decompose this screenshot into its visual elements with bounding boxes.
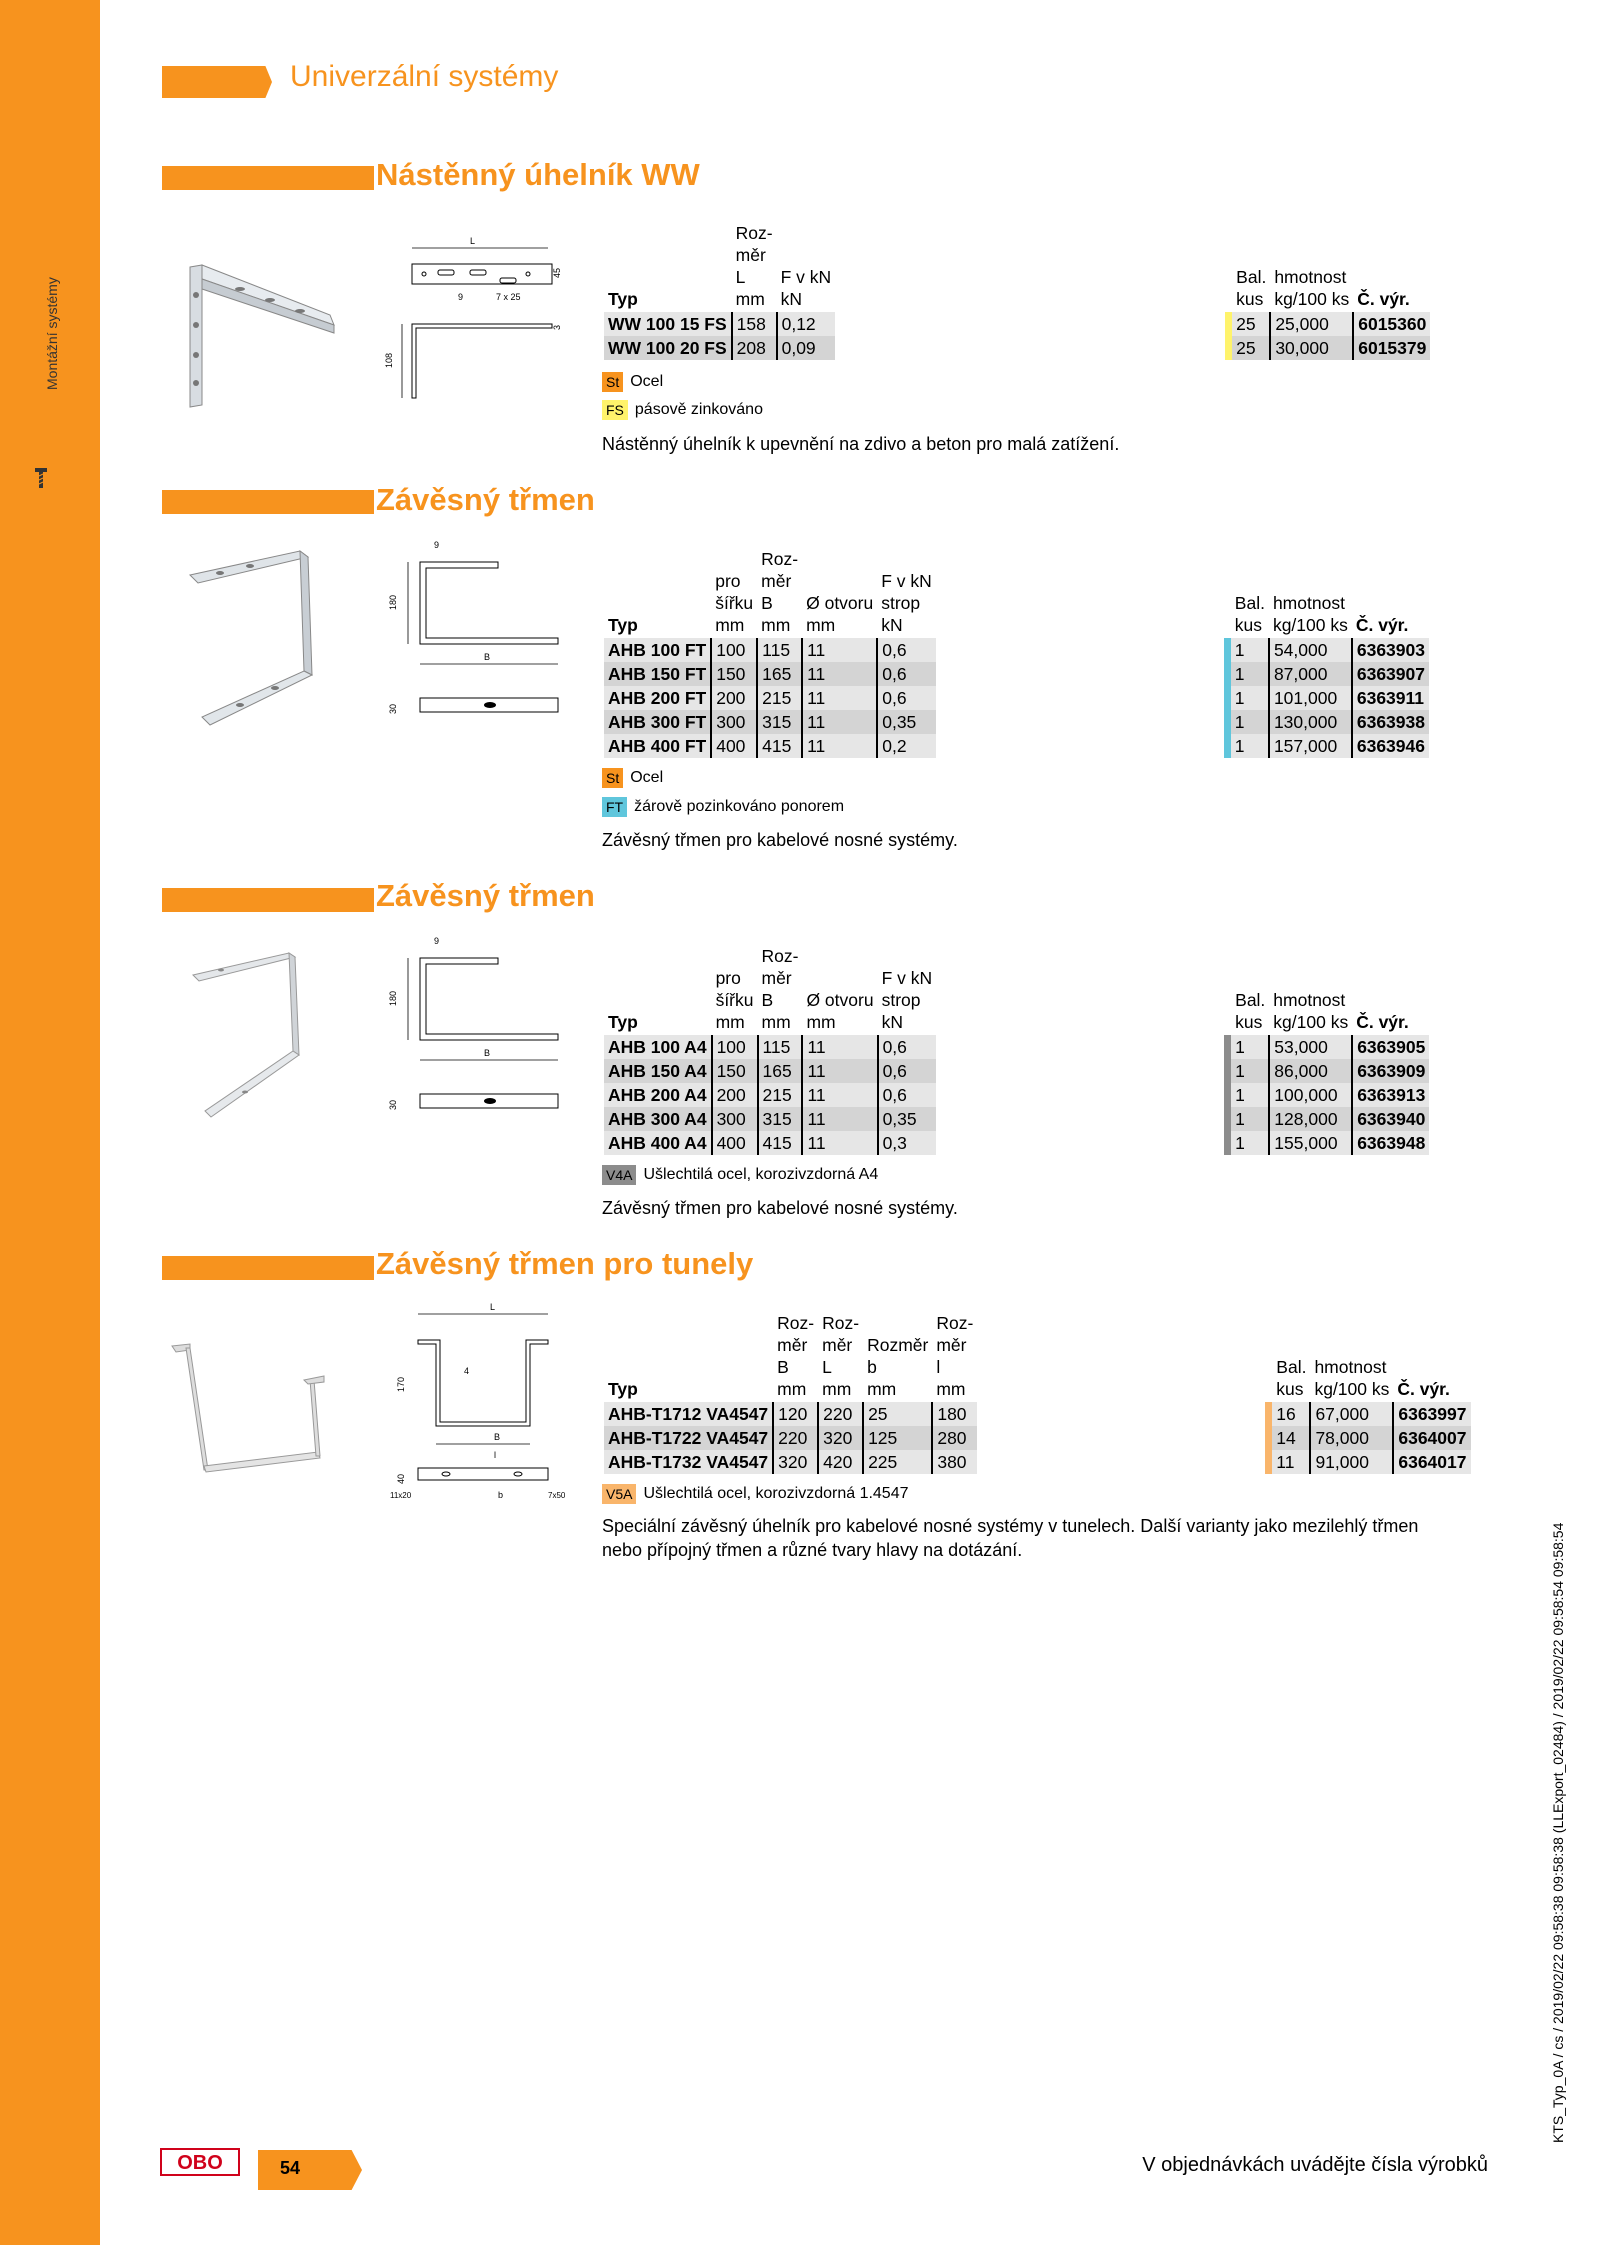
table-row: AHB-T1712 VA4547 120 220 25 180 16 67,000 6363997 [604,1402,1471,1426]
obo-logo [160,2148,240,2176]
table-row: AHB 200 A4 200 215 11 0,6 1 100,000 6363913 [604,1083,1429,1107]
dim-L: L [470,236,476,246]
table-row: AHB 150 FT 150 165 11 0,6 1 87,000 6363907 [604,662,1429,686]
hanger-drawing-ft [378,538,578,738]
section-title-ahb-ft: Závěsný třmen [376,482,595,517]
dim-170: 170 [396,1376,406,1392]
section-description: Speciální závěsný úhelník pro kabelové nosné systémy v tunelech. Další varianty jako mezilehlý třmen nebo přípojný třmen a různé tvary hlavy na dotázání. [602,1516,1419,1560]
dim-B: B [484,1048,491,1058]
section-description: Nástěnný úhelník k upevnění na zdivo a beton pro malá zatížení. [602,434,1120,454]
hanger-drawing-a4 [378,934,578,1134]
table-row: AHB 100 FT 100 115 11 0,6 1 54,000 6363903 [604,638,1429,662]
sidebar-label: Montážní systémy [44,277,60,390]
page-number: 54 [280,2158,301,2178]
section-title-ahb-t: Závěsný třmen pro tunely [376,1246,754,1281]
table-row: WW 100 20 FS 208 0,09 25 30,000 6015379 [604,336,1430,360]
dim-L: L [490,1302,496,1312]
page-title: Univerzální systémy [290,60,559,93]
page-number-bar [258,2150,362,2190]
table-row: AHB 100 A4 100 115 11 0,6 1 53,000 6363905 [604,1035,1429,1059]
legend-finish: FT žárově pozinkováno ponorem [602,797,844,817]
table-row: AHB-T1722 VA4547 220 320 125 280 14 78,000 6364007 [604,1426,1471,1450]
section-bar [162,166,374,190]
spec-table-ahb-a4: Typ pro šířku mm Roz- měr B mm Ø otvoru mm F v kN strop kN Bal. kus hmotnost kg/100 ks Č. výr. AHB 100 A4 100 115 11 0,6 1 53,000 6363905 AHB 150 A4 150 165 11 0,6 1 86,000 6363909 AHB 200 A4 200 215 11 0,6 1 100,000 6363913 AHB 300 A4 300 315 11 0,35 1 128,000 6363940 AHB 400 A4 400 415 11 0,3 1 155,000 6363948 [604,945,1429,1155]
dim-l: l [494,1450,496,1460]
dim-3: 3 [552,324,562,330]
dim-40: 40 [396,1473,406,1484]
table-row: AHB 300 FT 300 315 11 0,35 1 130,000 6363938 [604,710,1429,734]
spec-table-ahb-ft: Typ pro šířku mm Roz- měr B mm Ø otvoru mm F v kN strop kN Bal. kus hmotnost kg/100 ks Č. výr. AHB 100 FT 100 115 11 0,6 1 54,000 6363903 AHB 150 FT 150 165 11 0,6 1 87,000 6363907 AHB 200 FT 200 215 11 0,6 1 101,000 6363911 AHB 300 FT 300 315 11 0,35 1 130,000 6363938 AHB 400 FT 400 415 11 0,2 1 157,000 6363946 [604,548,1429,758]
legend-material: V4A Ušlechtilá ocel, korozivzdorná A4 [602,1165,878,1185]
hanger-image-a4 [185,945,325,1125]
section-bar [162,1256,374,1280]
hanger-image-ft [180,545,330,735]
section-description: Závěsný třmen pro kabelové nosné systémy. [602,1198,958,1218]
dim-180: 180 [388,594,398,610]
table-row: AHB 150 A4 150 165 11 0,6 1 86,000 6363909 [604,1059,1429,1083]
dim-4: 4 [464,1366,470,1376]
legend-finish: FS pásově zinkováno [602,400,763,420]
dim-slot: 7x50 [548,1491,566,1500]
spec-table-ww: Typ Roz- měr L mm F v kN kN Bal. kus hmotnost kg/100 ks Č. výr. WW 100 15 FS 158 0,12 25 25,000 6015360 WW 100 20 FS 208 0,09 25 30,000 6015379 [604,222,1430,360]
wall-bracket-image [150,255,350,415]
footer-note: V objednávkách uvádějte čísla výrobků [1142,2154,1488,2176]
table-row: WW 100 15 FS 158 0,12 25 25,000 6015360 [604,312,1430,336]
anchor-screw-icon [34,468,48,490]
section-bar [162,490,374,514]
legend-material: V5A Ušlechtilá ocel, korozivzdorná 1.4547 [602,1484,909,1504]
dim-B: B [484,652,491,662]
dim-slot: 7 x 25 [496,292,521,302]
dim-B: B [494,1432,501,1442]
dim-9: 9 [434,936,440,946]
dim-b: b [498,1490,504,1500]
legend-material: St Ocel [602,372,663,392]
dim-30: 30 [388,703,398,714]
spec-table-ahb-t: Typ Roz- měr B mm Roz- měr L mm Rozměr b mm Roz- měr l mm Bal. kus hmotnost kg/100 ks Č. výr. AHB-T1712 VA4547 120 220 25 180 16 67,000 6363997 AHB-T1722 VA4547 220 320 125 280 14 78,000 6364007 AHB-T1732 VA4547 320 420 225 380 11 91,000 6364017 [604,1312,1471,1474]
section-title-ww: Nástěnný úhelník WW [376,157,700,192]
wall-bracket-drawing [378,228,578,408]
legend-material: St Ocel [602,768,663,788]
table-row: AHB 400 FT 400 415 11 0,2 1 157,000 6363946 [604,734,1429,758]
export-metadata: KTS_Typ_0A / cs / 2019/02/22 09:58:38 09:58:38 (LLExport_02484) / 2019/02/22 09:58:54 09:58:54 [1550,1522,1566,2143]
svg-text:OBO: OBO [177,2152,223,2174]
header-bar [162,66,272,98]
table-row: AHB 300 A4 300 315 11 0,35 1 128,000 6363940 [604,1107,1429,1131]
dim-30: 30 [388,1099,398,1110]
dim-hole: 11x20 [390,1491,412,1500]
dim-45: 45 [552,267,562,278]
dim-180: 180 [388,990,398,1006]
table-row: AHB 200 FT 200 215 11 0,6 1 101,000 6363911 [604,686,1429,710]
col-typ: Typ [608,289,638,309]
section-title-ahb-a4: Závěsný třmen [376,878,595,913]
tunnel-hanger-drawing [378,1302,578,1502]
table-row: AHB 400 A4 400 415 11 0,3 1 155,000 6363948 [604,1131,1429,1155]
table-row: AHB-T1732 VA4547 320 420 225 380 11 91,000 6364017 [604,1450,1471,1474]
dim-9: 9 [458,292,464,302]
dim-108: 108 [384,352,394,368]
tunnel-hanger-image [168,1340,338,1480]
section-bar [162,888,374,912]
dim-9: 9 [434,540,440,550]
section-description: Závěsný třmen pro kabelové nosné systémy. [602,830,958,850]
